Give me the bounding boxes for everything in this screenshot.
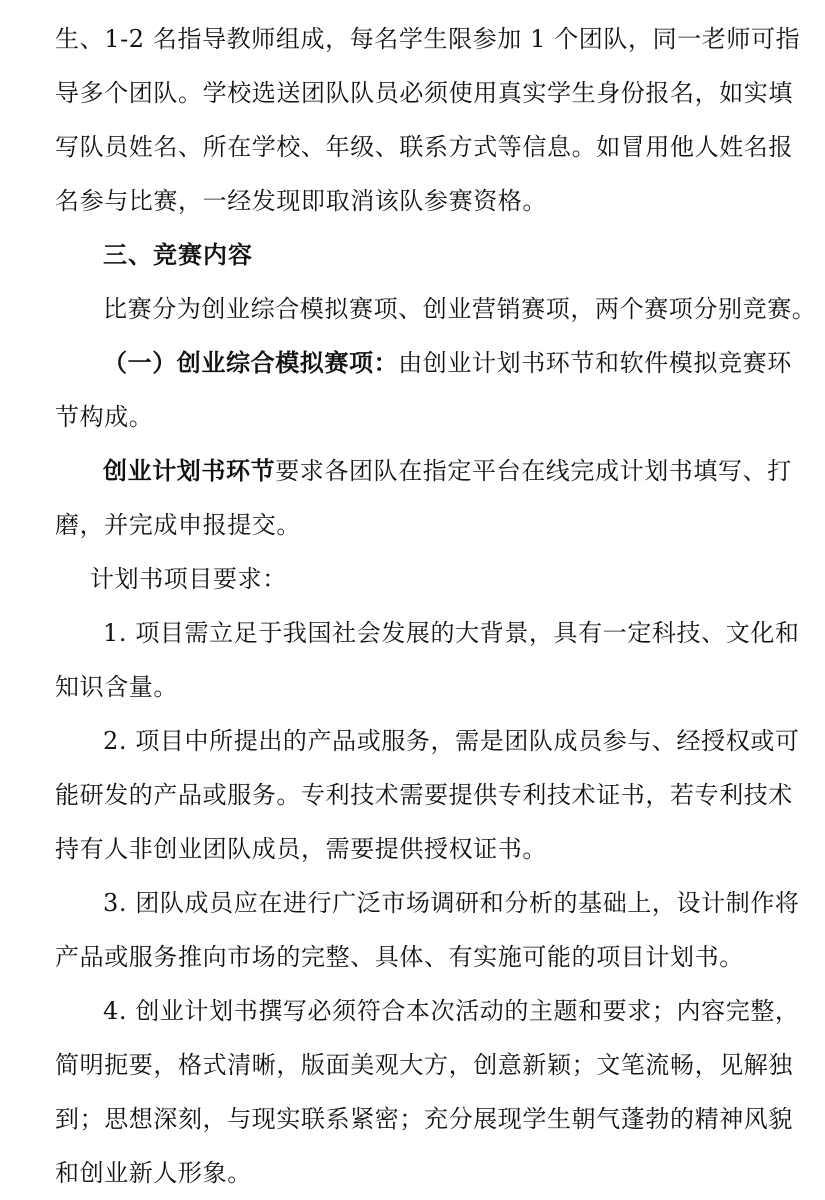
requirement-4-line-2: 简明扼要，格式清晰，版面美观大方，创意新颖；文笔流畅，见解独 <box>55 1051 793 1079</box>
requirement-2-line-3: 持有人非创业团队成员，需要提供授权证书。 <box>55 835 547 863</box>
team-rules-line-1: 生、1-2 名指导教师组成，每名学生限参加 1 个团队，同一老师可指 <box>55 25 801 53</box>
requirement-4-line-4: 和创业新人形象。 <box>55 1159 252 1187</box>
team-rules-line-2: 导多个团队。学校选送团队队员必须使用真实学生身份报名，如实填 <box>55 79 793 107</box>
item-one-label: （一）创业综合模拟赛项： <box>103 349 399 377</box>
item-one-text: 由创业计划书环节和软件模拟竞赛环 <box>398 349 792 377</box>
requirement-2-line-2: 能研发的产品或服务。专利技术需要提供专利技术证书，若专利技术 <box>55 781 793 809</box>
plan-stage-line-2: 磨，并完成申报提交。 <box>55 511 301 539</box>
plan-stage-line-1 <box>103 454 792 488</box>
team-rules-line-3: 写队员姓名、所在学校、年级、联系方式等信息。如冒用他人姓名报 <box>55 133 793 161</box>
requirement-1-line-1: 1. 项目需立足于我国社会发展的大背景，具有一定科技、文化和 <box>103 619 800 647</box>
requirement-1-line-2: 知识含量。 <box>55 673 178 701</box>
requirements-heading: 计划书项目要求： <box>90 565 287 593</box>
plan-stage-text: 要求各团队在指定平台在线完成计划书填写、打 <box>275 457 792 485</box>
section-heading-competition-content: 三、竞赛内容 <box>103 241 253 269</box>
plan-stage-label: 创业计划书环节 <box>103 457 276 485</box>
requirement-3-line-1: 3. 团队成员应在进行广泛市场调研和分析的基础上，设计制作将 <box>103 889 800 917</box>
team-rules-line-4: 名参与比赛，一经发现即取消该队参赛资格。 <box>55 187 547 215</box>
requirement-4-line-3: 到；思想深刻，与现实联系紧密；充分展现学生朝气蓬勃的精神风貌 <box>55 1105 793 1133</box>
requirement-4-line-1: 4. 创业计划书撰写必须符合本次活动的主题和要求；内容完整， <box>103 997 800 1025</box>
section-intro: 比赛分为创业综合模拟赛项、创业营销赛项，两个赛项分别竞赛。 <box>103 295 817 323</box>
item-one-line-2: 节构成。 <box>55 403 154 431</box>
requirement-2-line-1: 2. 项目中所提出的产品或服务，需是团队成员参与、经授权或可 <box>103 727 800 755</box>
item-one-line-1 <box>103 346 792 380</box>
requirement-3-line-2: 产品或服务推向市场的完整、具体、有实施可能的项目计划书。 <box>55 943 744 971</box>
